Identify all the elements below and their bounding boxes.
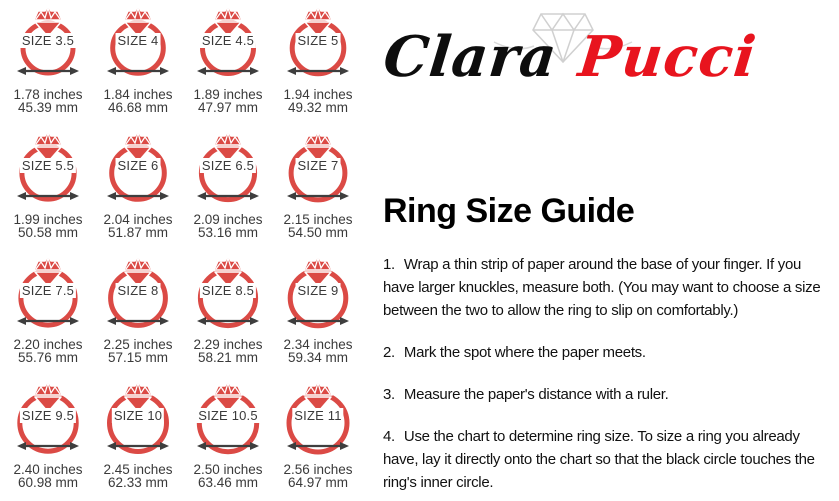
ring-size-cell <box>3 250 93 375</box>
ring-measurements <box>183 88 273 114</box>
ring-mm-value: 50.58 mm <box>17 225 79 240</box>
ring-measurements <box>183 463 273 489</box>
ring-mm-value: 53.16 mm <box>197 225 259 240</box>
ring-size-label: SIZE 4.5 <box>201 33 255 48</box>
ring-mm-value: 49.32 mm <box>287 100 349 115</box>
ring-size-label: SIZE 10 <box>113 408 163 423</box>
ring-size-cell <box>3 125 93 250</box>
ring-inches-value: 2.45 inches <box>103 462 173 477</box>
ring-measurements <box>183 338 273 364</box>
brand-logo <box>380 4 784 104</box>
ring-mm-value: 47.97 mm <box>197 100 259 115</box>
step-number: 2. <box>383 344 395 361</box>
ring-mm-value: 55.76 mm <box>17 350 79 365</box>
ring-size-label: SIZE 10.5 <box>198 408 258 423</box>
ring-inches-value: 2.56 inches <box>283 462 353 477</box>
ring-measurements <box>3 463 93 489</box>
instruction-step <box>383 253 833 322</box>
ring-size-cell <box>273 375 363 500</box>
ring-size-cell <box>93 250 183 375</box>
ring-size-label: SIZE 6 <box>117 158 159 173</box>
ring-measurements <box>93 88 183 114</box>
ring-measurements <box>183 213 273 239</box>
ring-inches-value: 2.20 inches <box>13 337 83 352</box>
ring-size-cell <box>3 375 93 500</box>
ring-inches-value: 2.09 inches <box>193 212 263 227</box>
instructions-list <box>383 253 833 501</box>
ring-mm-value: 46.68 mm <box>107 100 169 115</box>
instruction-step <box>383 341 833 364</box>
ring-inches-value: 2.04 inches <box>103 212 173 227</box>
brand-word-clara: Clara <box>380 24 561 90</box>
ring-size-label: SIZE 4 <box>117 33 159 48</box>
ring-measurements <box>273 213 363 239</box>
ring-size-label: SIZE 3.5 <box>21 33 75 48</box>
ring-size-cell <box>183 0 273 125</box>
ring-size-label: SIZE 6.5 <box>201 158 255 173</box>
brand-name <box>381 24 760 90</box>
ring-size-label: SIZE 7.5 <box>21 283 75 298</box>
ring-measurements <box>273 338 363 364</box>
ring-size-cell <box>183 375 273 500</box>
ring-size-chart <box>3 0 363 500</box>
ring-size-cell <box>273 125 363 250</box>
ring-inches-value: 2.15 inches <box>283 212 353 227</box>
ring-inches-value: 2.50 inches <box>193 462 263 477</box>
instruction-step <box>383 425 833 494</box>
ring-size-cell <box>93 375 183 500</box>
ring-size-label: SIZE 8.5 <box>201 283 255 298</box>
ring-measurements <box>93 213 183 239</box>
ring-mm-value: 51.87 mm <box>107 225 169 240</box>
step-number: 1. <box>383 256 395 273</box>
ring-size-label: SIZE 5.5 <box>21 158 75 173</box>
ring-inches-value: 1.89 inches <box>193 87 263 102</box>
ring-measurements <box>3 88 93 114</box>
ring-inches-value: 2.29 inches <box>193 337 263 352</box>
step-text: Mark the spot where the paper meets. <box>403 344 646 361</box>
ring-inches-value: 2.40 inches <box>13 462 83 477</box>
ring-mm-value: 59.34 mm <box>287 350 349 365</box>
brand-word-pucci: Pucci <box>575 24 760 90</box>
ring-mm-value: 58.21 mm <box>197 350 259 365</box>
ring-mm-value: 54.50 mm <box>287 225 349 240</box>
ring-size-label: SIZE 5 <box>297 33 339 48</box>
step-number: 4. <box>383 428 395 445</box>
ring-inches-value: 1.94 inches <box>283 87 353 102</box>
ring-mm-value: 57.15 mm <box>107 350 169 365</box>
instruction-step <box>383 383 833 406</box>
ring-size-label: SIZE 9 <box>297 283 339 298</box>
ring-size-label: SIZE 11 <box>294 408 342 423</box>
ring-size-label: SIZE 8 <box>117 283 159 298</box>
step-text: Wrap a thin strip of paper around the base of your finger. If you have larger knuckles, measure both. (You may want to choose a size between the two to allow the ring to slip on comfortably.) <box>383 256 821 319</box>
ring-measurements <box>93 338 183 364</box>
ring-mm-value: 64.97 mm <box>287 475 349 490</box>
ring-size-cell <box>183 250 273 375</box>
ring-mm-value: 63.46 mm <box>197 475 259 490</box>
step-text: Use the chart to determine ring size. To size a ring you already have, lay it directly onto the chart so that the black circle touches the ring's inner circle. <box>383 428 815 491</box>
ring-inches-value: 1.84 inches <box>103 87 173 102</box>
ring-inches-value: 1.78 inches <box>13 87 83 102</box>
step-number: 3. <box>383 386 395 403</box>
ring-mm-value: 60.98 mm <box>17 475 79 490</box>
ring-size-cell <box>93 125 183 250</box>
ring-inches-value: 1.99 inches <box>13 212 83 227</box>
step-text: Measure the paper's distance with a ruler. <box>403 386 669 403</box>
ring-measurements <box>93 463 183 489</box>
ring-inches-value: 2.25 inches <box>103 337 173 352</box>
ring-size-cell <box>3 0 93 125</box>
ring-size-label: SIZE 7 <box>297 158 339 173</box>
ring-mm-value: 45.39 mm <box>17 100 79 115</box>
ring-measurements <box>3 213 93 239</box>
page-title: Ring Size Guide <box>383 192 635 230</box>
ring-mm-value: 62.33 mm <box>107 475 169 490</box>
ring-measurements <box>273 88 363 114</box>
ring-size-cell <box>93 0 183 125</box>
ring-measurements <box>273 463 363 489</box>
ring-measurements <box>3 338 93 364</box>
ring-size-cell <box>183 125 273 250</box>
ring-inches-value: 2.34 inches <box>283 337 353 352</box>
ring-size-cell <box>273 0 363 125</box>
ring-size-cell <box>273 250 363 375</box>
ring-size-label: SIZE 9.5 <box>21 408 75 423</box>
